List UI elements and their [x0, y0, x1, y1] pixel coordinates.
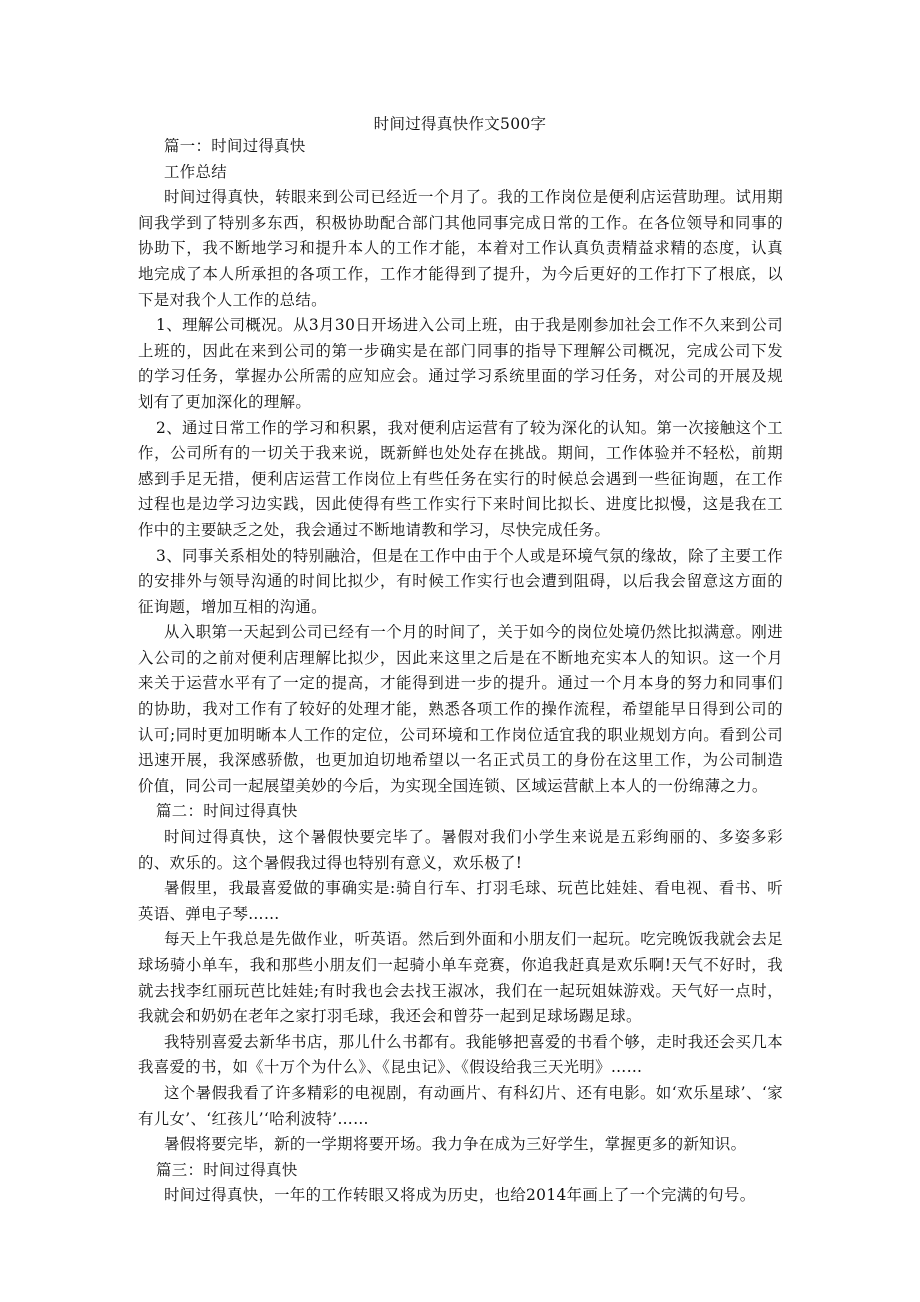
body-paragraph: 暑假里，我最喜爱做的事确实是:骑自行车、打羽毛球、玩芭比娃娃、看电视、看书、听英语、弹电子琴…… — [138, 879, 783, 923]
body-paragraph: 时间过得真快，这个暑假快要完毕了。暑假对我们小学生来说是五彩绚丽的、多姿多彩的、欢乐的。这个暑假我过得也特别有意义，欢乐极了! — [138, 828, 783, 872]
body-paragraph: 2、通过日常工作的学习和积累，我对便利店运营有了较为深化的认知。第一次接触这个工作，公司所有的一切关于我来说，既新鲜也处处存在挑战。期间，工作体验并不轻松，前期感到手足无措，便利店运营工作岗位上有些任务在实行的时候总会遇到一些征询题，在工作过程也是边学习边实践，因此使得有些工作实行下来时间比拟长、进度比拟慢，这是我在工作中的主要缺乏之处，我会通过不断地请教和学习，尽快完成任务。 — [138, 418, 783, 539]
body-paragraph: 时间过得真快，转眼来到公司已经近一个月了。我的工作岗位是便利店运营助理。试用期间我学到了特别多东西，积极协助配合部门其他同事完成日常的工作。在各位领导和同事的协助下，我不断地学习和提升本人的工作才能，本着对工作认真负责精益求精的态度，认真地完成了本人所承担的各项工作，工作才能得到了提升，为今后更好的工作打下了根底，以下是对我个人工作的总结。 — [138, 188, 783, 309]
body-paragraph: 3、同事关系相处的特别融洽，但是在工作中由于个人或是环境气氛的缘故，除了主要工作的安排外与领导沟通的时间比拟少，有时候工作实行也会遭到阻碍，以后我会留意这方面的征询题，增加互相的沟通。 — [138, 546, 783, 616]
body-paragraph: 这个暑假我看了许多精彩的电视剧，有动画片、有科幻片、还有电影。如‘欢乐星球’、‘家有儿女’、‘红孩儿’‘哈利波特’…… — [138, 1083, 783, 1128]
body-paragraph: 从入职第一天起到公司已经有一个月的时间了，关于如今的岗位处境仍然比拟满意。刚进入公司的之前对便利店理解比拟少，因此来这里之后是在不断地充实本人的知识。这一个月来关于运营水平有了一定的提高，才能得到进一步的提升。通过一个月本身的努力和同事们的协助，我对工作有了较好的处理才能，熟悉各项工作的操作流程，希望能早日得到公司的认可;同时更加明晰本人工作的定位，公司环境和工作岗位适宜我的职业规划方向。看到公司迅速开展，我深感骄傲，也更加迫切地希望以一名正式员工的身份在这里工作，为公司制造价值，同公司一起展望美妙的今后，为实现全国连锁、区域运营献上本人的一份绵薄之力。 — [138, 623, 783, 795]
section-heading: 篇三：时间过得真快 — [156, 1160, 298, 1179]
section-heading: 工作总结 — [164, 162, 227, 181]
body-paragraph: 暑假将要完毕，新的一学期将要开场。我力争在成为三好学生，掌握更多的新知识。 — [164, 1135, 747, 1154]
section-heading: 篇一：时间过得真快 — [164, 137, 306, 155]
document-body — [138, 134, 783, 1209]
body-paragraph: 每天上午我总是先做作业，听英语。然后到外面和小朋友们一起玩。吃完晚饭我就会去足球场骑小单车，我和那些小朋友们一起骑小单车竞赛，你追我赶真是欢乐啊!天气不好时，我就去找李红丽玩芭比娃娃;有时我也会去找王淑冰，我们在一起玩姐妹游戏。天气好一点时，我就会和奶奶在老年之家打羽毛球，我还会和曾芬一起到足球场踢足球。 — [138, 930, 783, 1026]
section-heading: 篇二：时间过得真快 — [156, 802, 298, 821]
body-paragraph: 我特别喜爱去新华书店，那儿什么书都有。我能够把喜爱的书看个够，走时我还会买几本我喜爱的书，如《十万个为什么》、《昆虫记》、《假设给我三天光明》…… — [138, 1032, 783, 1077]
body-paragraph: 时间过得真快，一年的工作转眼又将成为历史，也给2014年画上了一个完满的句号。 — [164, 1186, 756, 1205]
body-paragraph: 1、理解公司概况。从3月30日开场进入公司上班，由于我是刚参加社会工作不久来到公司上班的，因此在来到公司的第一步确实是在部门同事的指导下理解公司概况，完成公司下发的学习任务，掌握办公所需的应知应会。通过学习系统里面的学习任务，对公司的开展及规划有了更加深化的理解。 — [138, 316, 783, 411]
document-title: 时间过得真快作文500字 — [373, 115, 547, 133]
